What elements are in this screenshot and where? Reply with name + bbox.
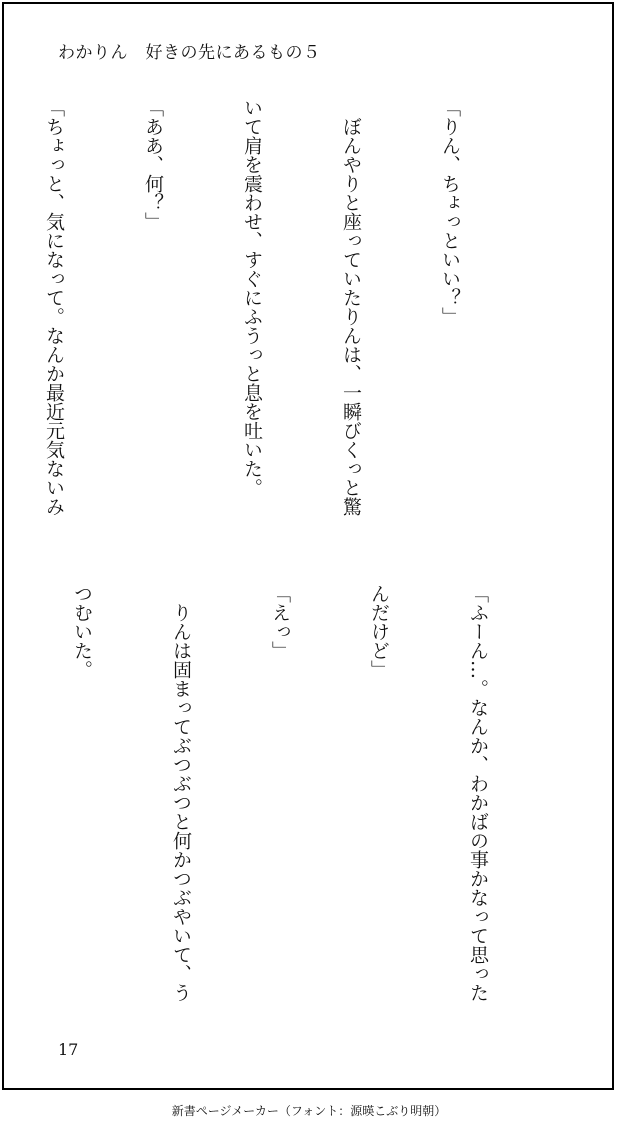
upper-text-block [0,98,532,528]
page-number: 17 [58,1040,79,1059]
text-line: 「ふーん…。なんか、わかばの事かなって思った [467,584,489,1002]
text-line: 「りん、ちょっといい？」 [439,98,461,326]
text-line: つむいた。 [71,584,93,679]
text-line: 「ちょっと、気になって。なんか最近元気ないみ [43,98,65,516]
text-line: 「ああ、何？」 [142,98,164,231]
text-line: んだけど」 [368,584,390,679]
lower-text-block [0,584,560,1014]
page-header-title: わかりん 好きの先にあるもの５ [58,43,321,63]
text-line: 「えっ」 [269,584,291,660]
text-line: ぼんやりと座っていたりんは、一瞬びくっと驚 [340,98,362,516]
page-frame [2,2,614,1090]
text-line: いて肩を震わせ、すぐにふうっと息を吐いた。 [241,98,263,497]
text-line: りんは固まってぶつぶつと何かつぶやいて、う [170,584,192,1002]
footer-credit: 新書ページメーカー（フォント：源暎こぶり明朝） [171,1104,447,1118]
